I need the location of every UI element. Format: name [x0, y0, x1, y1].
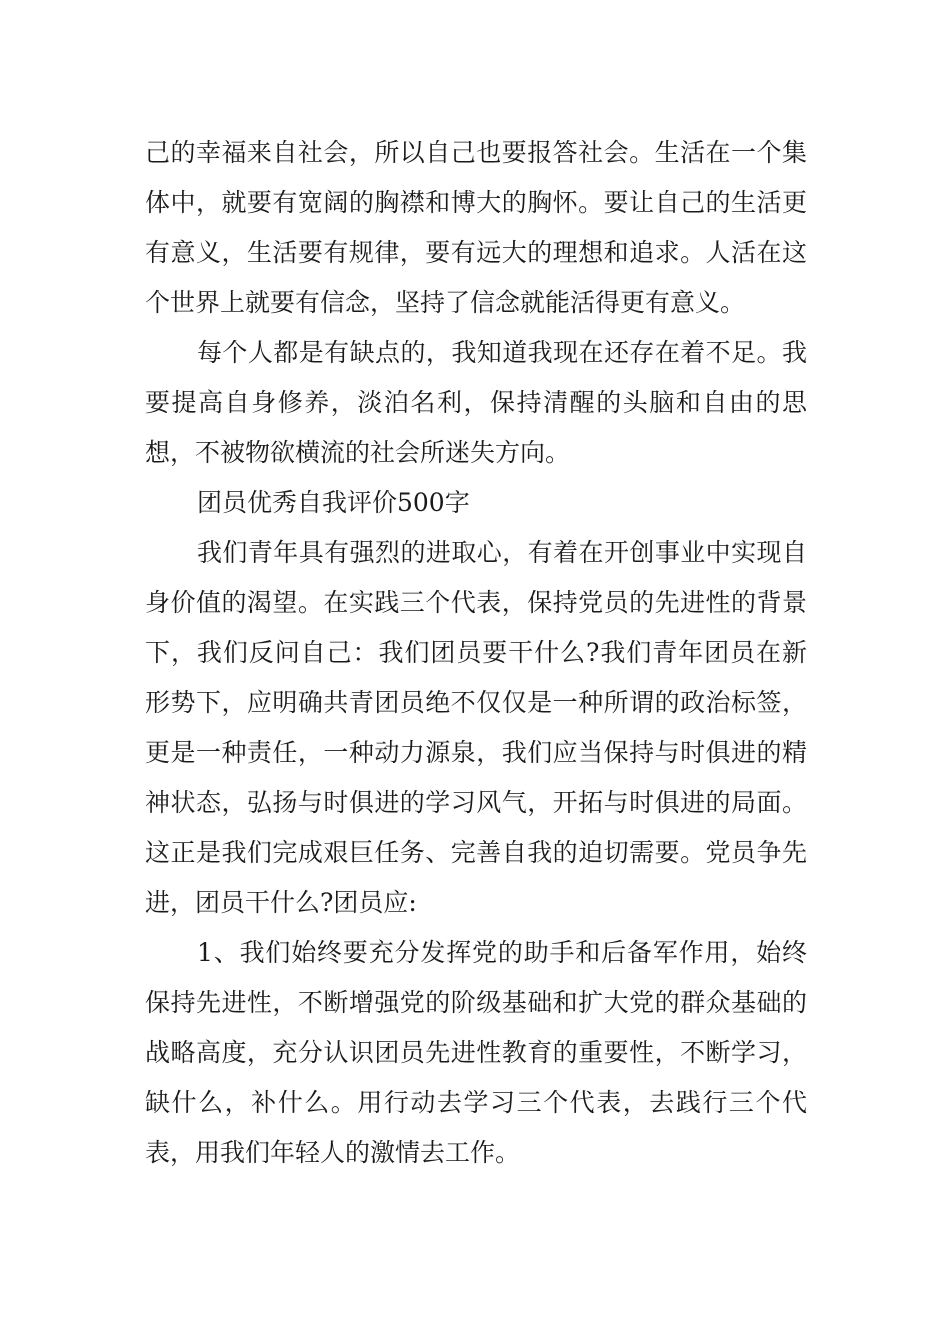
paragraph-4: 1、我们始终要充分发挥党的助手和后备军作用，始终保持先进性，不断增强党的阶级基础和扩大党的群众基础的战略高度，充分认识团员先进性教育的重要性，不断学习，缺什么，补什么。用行动去学习三个代表，去践行三个代表，用我们年轻人的激情去工作。 [145, 938, 807, 1167]
section-heading: 团员优秀自我评价500字 [197, 488, 470, 517]
paragraph-1: 己的幸福来自社会，所以自己也要报答社会。生活在一个集体中，就要有宽阔的胸襟和博大的胸怀。要让自己的生活更有意义，生活要有规律，要有远大的理想和追求。人活在这个世界上就要有信念，坚持了信念就能活得更有意义。 [145, 138, 807, 317]
document-body [145, 128, 807, 1178]
paragraph-2: 每个人都是有缺点的，我知道我现在还存在着不足。我要提高自身修养，淡泊名利，保持清醒的头脑和自由的思想，不被物欲横流的社会所迷失方向。 [145, 338, 807, 467]
paragraph-3: 我们青年具有强烈的进取心，有着在开创事业中实现自身价值的渴望。在实践三个代表，保持党员的先进性的背景下，我们反问自己：我们团员要干什么?我们青年团员在新形势下，应明确共青团员绝不仅仅是一种所谓的政治标签，更是一种责任，一种动力源泉，我们应当保持与时俱进的精神状态，弘扬与时俱进的学习风气，开拓与时俱进的局面。这正是我们完成艰巨任务、完善自我的迫切需要。党员争先进，团员干什么?团员应: [145, 538, 807, 917]
